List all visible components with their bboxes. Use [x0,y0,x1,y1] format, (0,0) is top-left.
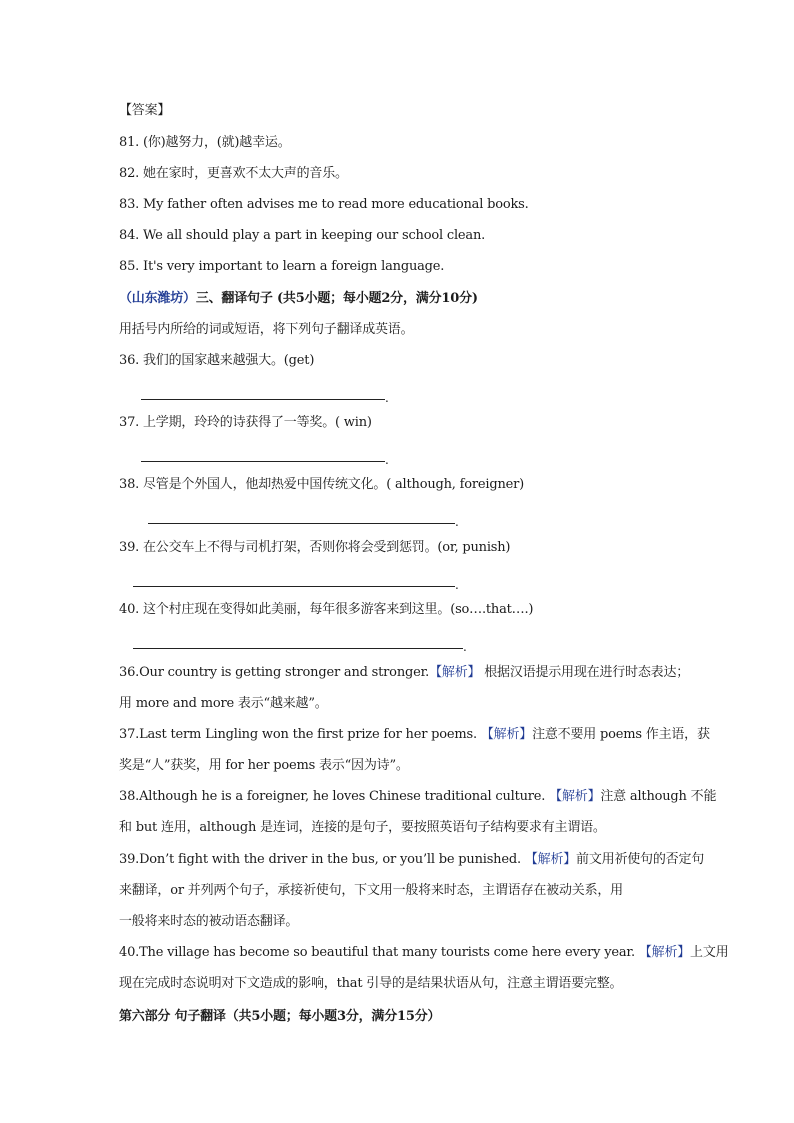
explanation-line [119,850,705,870]
answer-blank[interactable] [148,523,455,524]
explanation-cont: 和 but 连用，although 是连词，连接的是句子，要按照英语句子结构要求有主谓语。 [119,820,606,835]
answer-item: 84. We all should play a part in keeping our school clean. [119,228,486,243]
answer-item: 81. (你)越努力，(就)越幸运。 [119,135,291,150]
explanation-answer: 39.Don’t fight with the driver in the bus, or you’ll be punished. [119,852,521,867]
answer-blank[interactable] [133,586,455,587]
analysis-tag: 【解析】 [549,789,601,804]
analysis-tag: 【解析】 [524,852,577,867]
question-item: 40. 这个村庄现在变得如此美丽，每年很多游客来到这里。(so….that….) [119,602,534,617]
explanation-cont: 奖是“人”获奖，用 for her poems 表示“因为诗”。 [119,758,409,773]
section-source: （山东潍坊） [119,291,196,306]
blank-period: . [463,640,467,654]
explanation-cont: 一般将来时态的被动语态翻译。 [119,914,299,929]
blank-period: . [455,515,459,529]
explanation-text: 前文用祈使句的否定句 [576,852,705,867]
explanation-answer: 38.Although he is a foreigner, he loves Chinese traditional culture. [119,789,546,804]
blank-period: . [455,578,459,592]
explanation-line [119,943,729,963]
explanation-text: 根据汉语提示用现在进行时态表达； [480,665,690,680]
explanation-text: 注意不要用 poems 作主语，获 [532,727,710,742]
answer-blank[interactable] [141,461,385,462]
analysis-tag: 【解析】 [429,665,481,680]
blank-period: . [385,391,389,405]
answer-item: 83. My father often advises me to read more educational books. [119,197,529,212]
analysis-tag: 【解析】 [638,945,691,960]
explanation-line [119,787,717,807]
blank-period: . [385,453,389,467]
question-item: 36. 我们的国家越来越强大。(get) [119,353,315,368]
answer-blank[interactable] [141,399,385,400]
explanation-cont: 用 more and more 表示“越来越”。 [119,696,328,711]
analysis-tag: 【解析】 [480,727,533,742]
explanation-cont: 来翻译，or 并列两个句子，承接祈使句，下文用一般将来时态，主谓语存在被动关系，用 [119,883,623,898]
explanation-line [119,663,690,683]
explanation-answer: 40.The village has become so beautiful that many tourists come here every year. [119,945,635,960]
section-heading [119,289,684,309]
explanation-answer: 36.Our country is getting stronger and stronger. [119,665,430,680]
question-item: 37. 上学期，玲玲的诗获得了一等奖。( win) [119,415,372,430]
answer-heading: 【答案】 [119,103,171,118]
answer-item: 85. It's very important to learn a foreign language. [119,259,445,274]
explanation-text: 上文用 [690,945,729,960]
answer-item: 82. 她在家时，更喜欢不太大声的音乐。 [119,166,348,181]
explanation-cont: 现在完成时态说明对下文造成的影响，that 引导的是结果状语从句，注意主谓语要完整。 [119,976,623,991]
explanation-answer: 37.Last term Lingling won the first prize for her poems. [119,727,477,742]
question-item: 38. 尽管是个外国人，他却热爱中国传统文化。( although, foreigner) [119,477,525,492]
section-title: 三、翻译句子 (共5小题；每小题2分，满分10分) [195,291,478,306]
question-item: 39. 在公交车上不得与司机打架，否则你将会受到惩罚。(or, punish) [119,540,511,555]
answer-blank[interactable] [133,648,463,649]
explanation-text: 注意 although 不能 [600,789,717,804]
part-six-heading: 第六部分 句子翻译（共5小题；每小题3分，满分15分） [119,1009,441,1024]
section-instruction: 用括号内所给的词或短语，将下列句子翻译成英语。 [119,322,414,337]
explanation-line [119,725,710,745]
